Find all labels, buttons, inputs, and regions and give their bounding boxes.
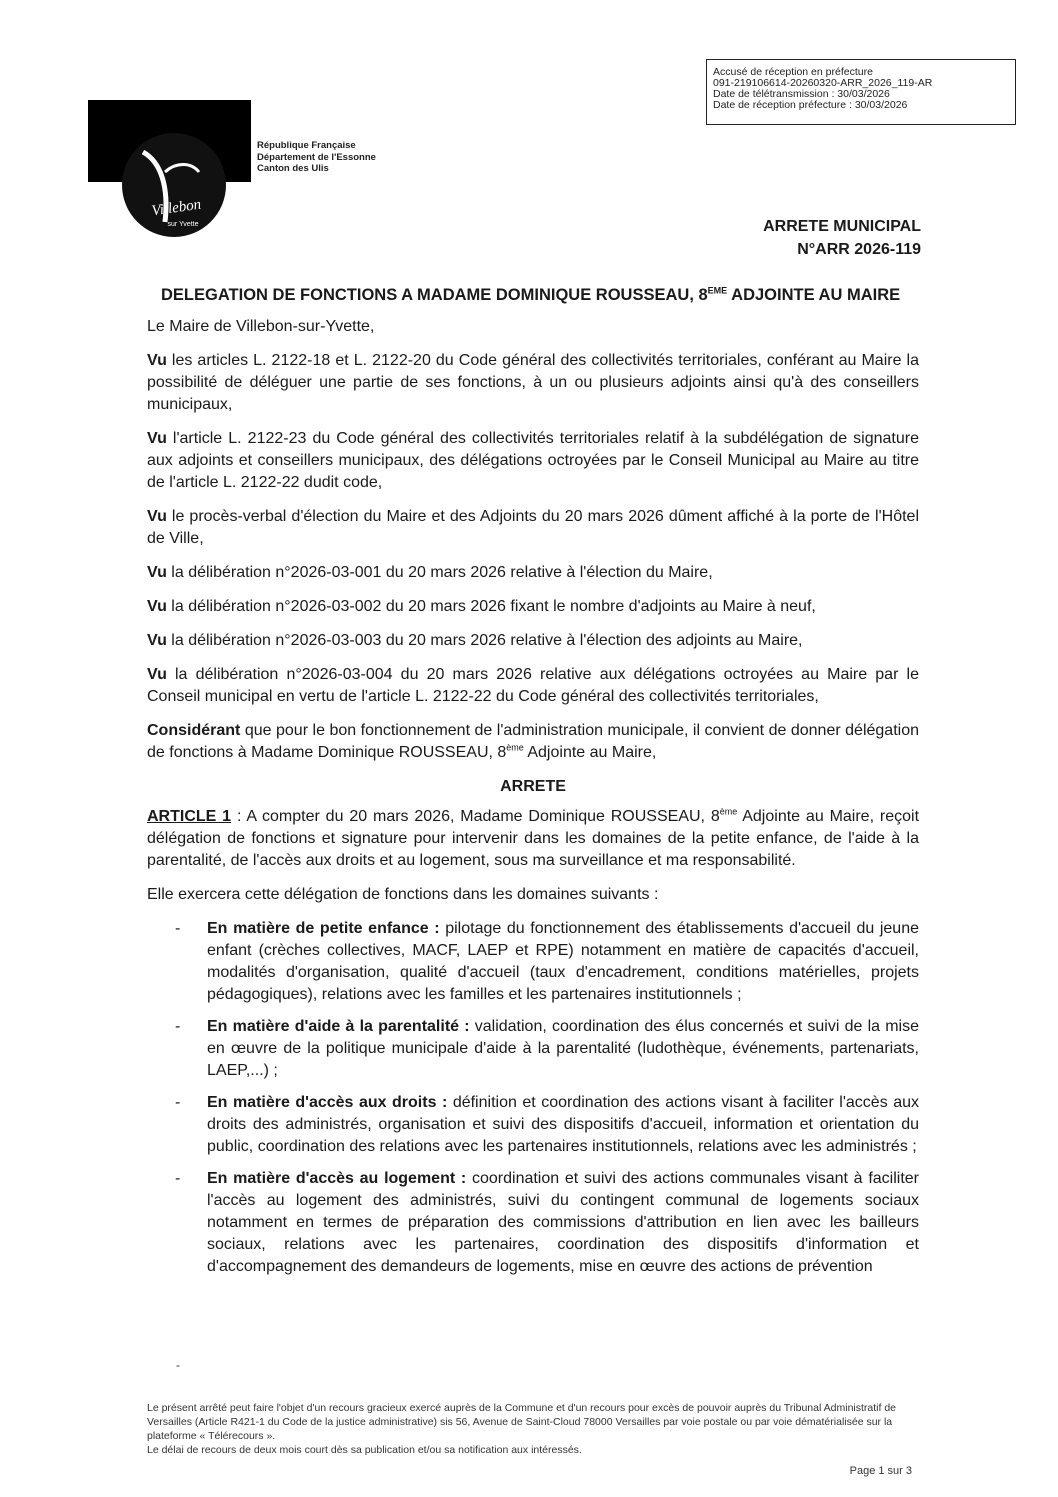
continuation-dash: - xyxy=(176,1358,180,1372)
logo-emblem-icon xyxy=(121,132,227,238)
arrete-heading: ARRETE xyxy=(500,778,566,795)
list-item: - En matière d'accès aux droits : définition et coordination des actions visant à faciliter l'accès aux droits des administrés, organisation et suivi des dispositifs d'accueil, information et orientation du public, coordination des relations avec les partenaires institutionnels, relations avec les administrés ; xyxy=(175,1094,919,1155)
stamp-line: Accusé de réception en préfecture xyxy=(713,66,873,78)
document-title: DELEGATION DE FONCTIONS A MADAME DOMINIQUE ROUSSEAU, 8EME ADJOINTE AU MAIRE xyxy=(161,285,901,304)
arrete-type: ARRETE MUNICIPAL xyxy=(763,218,921,235)
list-item: - En matière de petite enfance : pilotage du fonctionnement des établissements d'accueil du jeune enfant (crèches collectives, MACF, LAEP et RPE) notamment en matière de capacités d'accueil, modalités d'organisation, qualité d'accueil (taux d'encadrement, conditions matérielles, projets pédagogiques), relations avec les familles et les partenaires institutionnels ; xyxy=(175,920,919,1003)
vu-paragraph: Vu la délibération n°2026-03-002 du 20 mars 2026 fixant le nombre d'adjoints au Maire à neuf, xyxy=(147,598,816,615)
page-number: Page 1 sur 3 xyxy=(849,1465,912,1477)
stamp-line: 091-219106614-20260320-ARR_2026_119-AR xyxy=(713,77,933,89)
vu-paragraph: Vu la délibération n°2026-03-003 du 20 mars 2026 relative à l'élection des adjoints au Maire, xyxy=(147,632,803,649)
considerant-paragraph: Considérant que pour le bon fonctionnement de l'administration municipale, il convient de donner délégation de fonctions à Madame Dominique ROUSSEAU, 8ème Adjointe au Maire, xyxy=(147,722,919,761)
vu-paragraph: Vu l'article L. 2122-23 du Code général des collectivités territoriales relatif à la subdélégation de signature aux adjoints et conseillers municipaux, des délégations octroyées par le Conseil Municipal au Maire au titre de l'article L. 2122-22 dudit code, xyxy=(147,430,919,491)
city-logo xyxy=(88,100,251,246)
mayor-line: Le Maire de Villebon-sur-Yvette, xyxy=(147,318,375,335)
org-line: Département de l'Essonne xyxy=(257,151,376,163)
org-line: Canton des Ulis xyxy=(257,163,329,174)
article-1: ARTICLE 1 : A compter du 20 mars 2026, Madame Dominique ROUSSEAU, 8ème Adjointe au Maire, reçoit délégation de fonctions et signature pour intervenir dans les domaines de la petite enfance, de l'aide à la parentalité, de l'accès aux droits et au logement, sous ma surveillance et ma responsabilité. xyxy=(147,806,920,869)
legal-footer xyxy=(147,1401,917,1457)
document-body xyxy=(147,316,919,1288)
stamp-line: Date de télétransmission : 30/03/2026 xyxy=(713,88,890,100)
domain-list xyxy=(147,918,919,1278)
footer-delai: Le délai de recours de deux mois court dès sa publication et/ou sa notification aux intéressés. xyxy=(147,1444,582,1456)
footer-recours: Le présent arrêté peut faire l'objet d'un recours gracieux exercé auprès de la Commune et d'un recours pour excès de pouvoir auprès du Tribunal Administratif de Versailles (Article R421-1 du Code de la justice administrative) sis 56, Avenue de Saint-Cloud 78000 Versailles par voie postale ou par voie dématérialisée sur la plateforme « Télérecours ». xyxy=(147,1402,897,1442)
stamp-line: Date de réception préfecture : 30/03/2026 xyxy=(713,99,908,111)
vu-paragraph: Vu la délibération n°2026-03-004 du 20 mars 2026 relative aux délégations octroyées au Maire par le Conseil municipal en vertu de l'article L. 2122-22 du Code général des collectivités territoriales, xyxy=(147,666,919,705)
logo-subtext: sur Yvette xyxy=(167,221,199,228)
vu-paragraph: Vu la délibération n°2026-03-001 du 20 mars 2026 relative à l'élection du Maire, xyxy=(147,564,713,581)
org-block xyxy=(257,140,376,175)
arrete-number: N°ARR 2026-119 xyxy=(797,241,921,258)
reception-stamp xyxy=(706,59,1016,125)
article-1-label: ARTICLE 1 xyxy=(147,808,232,825)
vu-paragraph: Vu les articles L. 2122-18 et L. 2122-20 du Code général des collectivités territoriales, conférant au Maire la possibilité de déléguer une partie de ses fonctions, à un ou plusieurs adjoints ainsi qu'à des conseillers municipaux, xyxy=(147,352,919,413)
org-line: République Française xyxy=(257,140,356,151)
vu-paragraph: Vu le procès-verbal d'élection du Maire et des Adjoints du 20 mars 2026 dûment affiché à la porte de l'Hôtel de Ville, xyxy=(147,508,919,547)
list-item: - En matière d'aide à la parentalité : validation, coordination des élus concernés et suivi de la mise en œuvre de la politique municipale d'aide à la parentalité (ludothèque, événements, partenariats, LAEP,...) ; xyxy=(175,1018,919,1079)
arrete-header xyxy=(763,215,921,261)
logo-text: Villebon xyxy=(150,196,203,220)
list-intro: Elle exercera cette délégation de fonctions dans les domaines suivants : xyxy=(147,886,659,903)
list-item: - En matière d'accès au logement : coordination et suivi des actions communales visant à faciliter l'accès au logement des administrés, suivi du contingent communal de logements sociaux notamment en termes de préparation des commissions d'attribution en lien avec les bailleurs sociaux, relations avec les partenaires, coordination des dispositifs d'information et d'accompagnement des demandeurs de logements, mise en œuvre des actions de prévention xyxy=(175,1170,919,1275)
